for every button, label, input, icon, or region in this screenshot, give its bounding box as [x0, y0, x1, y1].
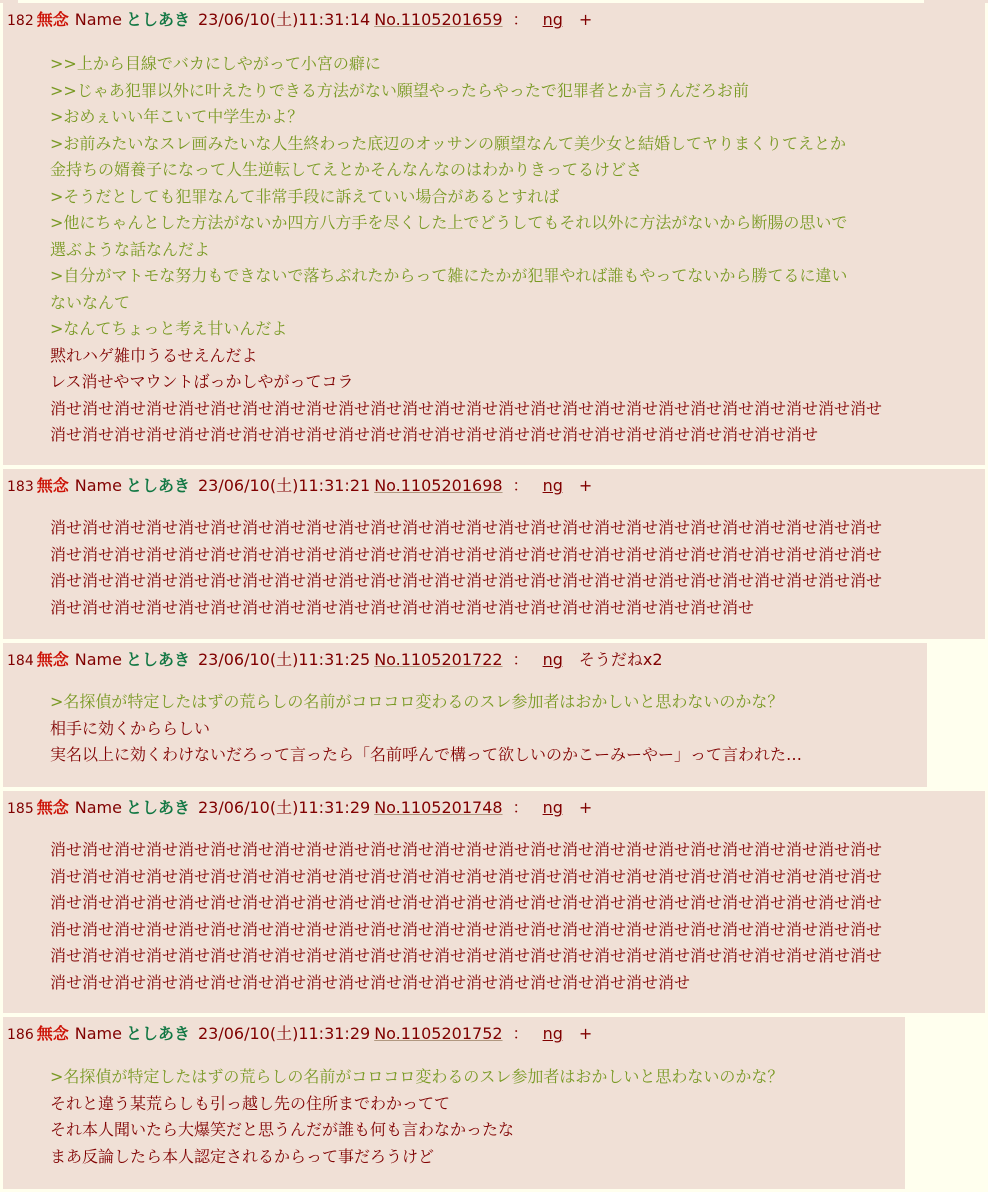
post-184 [3, 643, 927, 787]
body-line: 消せ消せ消せ消せ消せ消せ消せ消せ消せ消せ消せ消せ消せ消せ消せ消せ消せ消せ消せ消せ消せ消せ [50, 597, 755, 617]
quote-line: ないなんて [50, 292, 131, 312]
quote-line: >自分がマトモな努力もできないで落ちぶれたからって雑にたかが犯罪やれば誰もやってないから勝てるに違い [50, 266, 848, 285]
post-body [50, 1064, 783, 1170]
post-number: 185 [7, 801, 34, 817]
body-line: 消せ消せ消せ消せ消せ消せ消せ消せ消せ消せ消せ消せ消せ消せ消せ消せ消せ消せ消せ消せ消せ消せ消せ消せ消せ消せ [50, 946, 883, 965]
post-number: 183 [7, 479, 34, 495]
body-line: 消せ消せ消せ消せ消せ消せ消せ消せ消せ消せ消せ消せ消せ消せ消せ消せ消せ消せ消せ消せ消せ消せ消せ消せ消せ消せ [50, 571, 883, 590]
ng-button[interactable]: ng [542, 476, 563, 495]
post-no-link[interactable]: No.1105201698 [374, 476, 503, 495]
post-body [50, 515, 882, 621]
post-183 [3, 469, 985, 639]
soudane-button[interactable]: + [578, 10, 593, 29]
quote-line: 選ぶような話なんだよ [50, 239, 211, 259]
post-date: 23/06/10(土)11:31:29 [197, 798, 371, 817]
post-date: 23/06/10(土)11:31:29 [197, 1024, 371, 1043]
poster-name: としあき [125, 798, 190, 817]
body-line: 消せ消せ消せ消せ消せ消せ消せ消せ消せ消せ消せ消せ消せ消せ消せ消せ消せ消せ消せ消せ消せ消せ消せ消せ消せ消せ [50, 398, 883, 418]
quote-line: >おめぇいい年こいて中学生かよ？ [50, 107, 304, 126]
body-line: それと違う某荒らしも引っ越し先の住所までわかってて [50, 1093, 451, 1113]
post-body [50, 689, 802, 769]
body-line: 消せ消せ消せ消せ消せ消せ消せ消せ消せ消せ消せ消せ消せ消せ消せ消せ消せ消せ消せ消せ消せ消せ消せ消せ [50, 425, 819, 444]
body-line: 消せ消せ消せ消せ消せ消せ消せ消せ消せ消せ消せ消せ消せ消せ消せ消せ消せ消せ消せ消せ消せ消せ消せ消せ消せ消せ [50, 919, 883, 939]
soudane-button[interactable]: + [578, 476, 593, 495]
ng-button[interactable]: ng [542, 10, 563, 29]
delete-button[interactable]: ： [512, 10, 529, 29]
body-line: 消せ消せ消せ消せ消せ消せ消せ消せ消せ消せ消せ消せ消せ消せ消せ消せ消せ消せ消せ消せ消せ消せ消せ消せ消せ消せ [50, 840, 883, 859]
body-line: 黙れハゲ雑巾うるせえんだよ [50, 345, 258, 365]
quote-line: >>上から目線でバカにしやがって小宮の癖に [50, 54, 381, 73]
poster-name: としあき [125, 1024, 190, 1043]
post-no-link[interactable]: No.1105201752 [374, 1024, 503, 1043]
name-label: Name [74, 1024, 122, 1043]
post-header [7, 649, 663, 672]
ng-button[interactable]: ng [542, 798, 563, 817]
quote-line: >お前みたいなスレ画みたいな人生終わった底辺のオッサンの願望なんて美少女と結婚してヤりまくりてえとか [50, 133, 846, 153]
soudane-button[interactable]: + [578, 1024, 593, 1043]
poster-name: としあき [125, 10, 190, 29]
post-date: 23/06/10(土)11:31:25 [197, 650, 371, 669]
delete-button[interactable]: ： [512, 798, 529, 817]
body-line: 実名以上に効くわけないだろって言ったら「名前呼んで構って欲しいのかこーみーやー」って言われた… [50, 745, 803, 764]
post-subject: 無念 [36, 798, 69, 817]
post-date: 23/06/10(土)11:31:21 [197, 476, 371, 495]
name-label: Name [74, 798, 122, 817]
post-subject: 無念 [36, 476, 69, 495]
quote-line: >そうだとしても犯罪なんて非常手段に訴えていい場合があるとすれば [50, 186, 560, 206]
post-subject: 無念 [36, 1024, 69, 1043]
quote-line: >なんてちょっと考え甘いんだよ [50, 319, 288, 338]
delete-button[interactable]: ： [512, 1024, 529, 1043]
body-line: まあ反論したら本人認定されるからって事だろうけど [50, 1146, 435, 1166]
post-number: 186 [7, 1027, 34, 1043]
post-header [7, 9, 592, 32]
body-line: 消せ消せ消せ消せ消せ消せ消せ消せ消せ消せ消せ消せ消せ消せ消せ消せ消せ消せ消せ消せ消せ消せ消せ消せ消せ消せ [50, 866, 883, 886]
post-body [50, 837, 882, 996]
post-no-link[interactable]: No.1105201748 [374, 798, 503, 817]
quote-line: >名探偵が特定したはずの荒らしの名前がコロコロ変わるのスレ参加者はおかしいと思わないのかな？ [50, 692, 784, 711]
quote-line: >他にちゃんとした方法がないか四方八方手を尽くした上でどうしてもそれ以外に方法がないから断腸の思いで [50, 213, 848, 232]
quote-line: >名探偵が特定したはずの荒らしの名前がコロコロ変わるのスレ参加者はおかしいと思わないのかな？ [50, 1067, 784, 1086]
body-line: 消せ消せ消せ消せ消せ消せ消せ消せ消せ消せ消せ消せ消せ消せ消せ消せ消せ消せ消せ消せ消せ消せ消せ消せ消せ消せ [50, 544, 883, 564]
post-subject: 無念 [36, 10, 69, 29]
post-186 [3, 1017, 905, 1189]
post-subject: 無念 [36, 650, 69, 669]
body-line: 相手に効くかららしい [50, 718, 211, 738]
post-number: 184 [7, 653, 34, 669]
post-no-link[interactable]: No.1105201659 [374, 10, 503, 29]
post-body [50, 51, 882, 449]
soudane-button[interactable]: そうだねx2 [578, 650, 663, 669]
ng-button[interactable]: ng [542, 650, 563, 669]
name-label: Name [74, 650, 122, 669]
quote-line: >>じゃあ犯罪以外に叶えたりできる方法がない願望やったらやったで犯罪者とか言うんだろお前 [50, 80, 749, 100]
name-label: Name [74, 476, 122, 495]
post-number: 182 [7, 13, 34, 29]
post-header [7, 475, 592, 498]
quote-line: 金持ちの婿養子になって人生逆転してえとかそんなんなのはわかりきってるけどさ [50, 160, 643, 179]
delete-button[interactable]: ： [512, 476, 529, 495]
post-182 [3, 3, 985, 465]
post-header [7, 797, 592, 820]
body-line: レス消せやマウントばっかしやがってコラ [50, 372, 354, 391]
delete-button[interactable]: ： [512, 650, 529, 669]
ng-button[interactable]: ng [542, 1024, 563, 1043]
name-label: Name [74, 10, 122, 29]
post-no-link[interactable]: No.1105201722 [374, 650, 503, 669]
body-line: 消せ消せ消せ消せ消せ消せ消せ消せ消せ消せ消せ消せ消せ消せ消せ消せ消せ消せ消せ消せ消せ消せ消せ消せ消せ消せ [50, 893, 883, 912]
post-185 [3, 791, 985, 1013]
poster-name: としあき [125, 476, 190, 495]
body-line: それ本人聞いたら大爆笑だと思うんだが誰も何も言わなかったな [50, 1120, 515, 1139]
body-line: 消せ消せ消せ消せ消せ消せ消せ消せ消せ消せ消せ消せ消せ消せ消せ消せ消せ消せ消せ消せ消せ消せ消せ消せ消せ消せ [50, 518, 883, 537]
body-line: 消せ消せ消せ消せ消せ消せ消せ消せ消せ消せ消せ消せ消せ消せ消せ消せ消せ消せ消せ消せ [50, 972, 691, 992]
post-date: 23/06/10(土)11:31:14 [197, 10, 371, 29]
poster-name: としあき [125, 650, 190, 669]
post-header [7, 1023, 592, 1046]
soudane-button[interactable]: + [578, 798, 593, 817]
